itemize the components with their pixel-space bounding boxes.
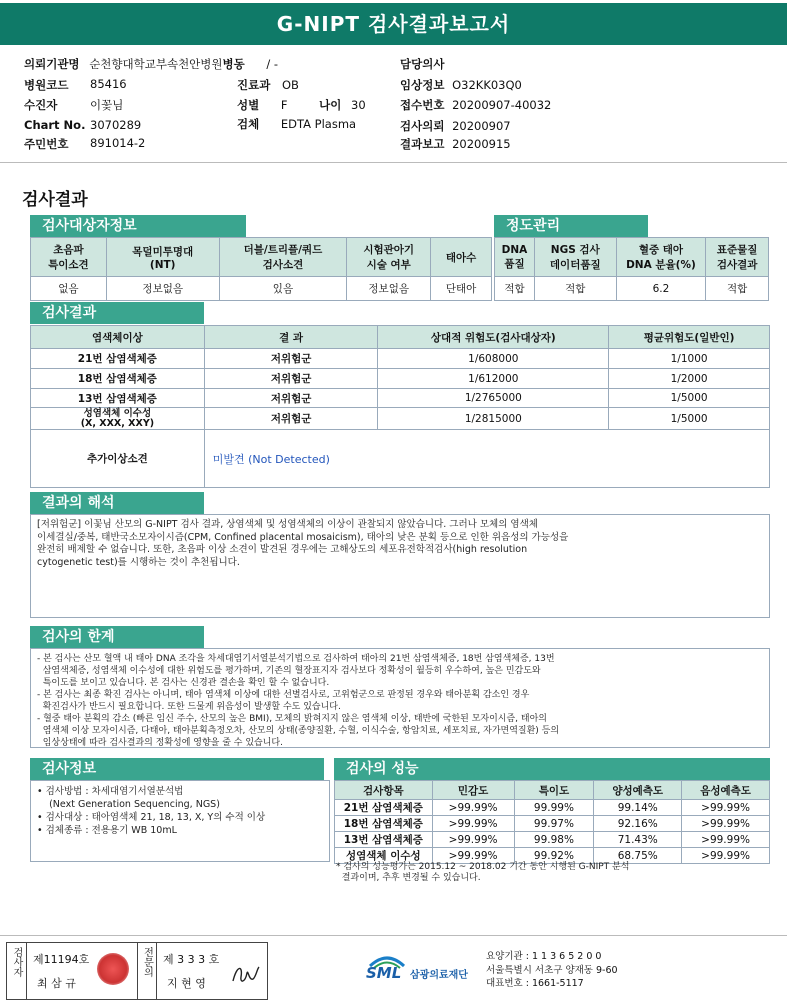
specialist-label-text: 전문의 (141, 947, 153, 977)
chart-label: Chart No. (24, 118, 86, 132)
subject-header-screening: 더블/트리플/쿼드 검사소견 (219, 238, 347, 277)
result-header-result: 결 과 (204, 326, 378, 349)
clinical-label: 임상정보 (400, 78, 445, 92)
ward-label: 병동 (222, 57, 245, 71)
receipt-label: 접수번호 (400, 98, 445, 112)
hospcode-value: 85416 (90, 77, 127, 91)
specialist-number: 제 3 3 3 호 (163, 953, 220, 966)
qc-section-header: 정도관리 (494, 215, 648, 237)
perf-cell: 13번 삼염색체증 (335, 832, 433, 848)
institution-label: 의뢰기관명 (24, 57, 80, 71)
qc-table (494, 237, 769, 301)
signature-icon (229, 959, 261, 989)
org-address: 서울특별시 서초구 양재동 9-60 (486, 964, 618, 976)
result-header-abnormality: 염색체이상 (31, 326, 205, 349)
subject-value-nt: 정보없음 (106, 277, 219, 301)
org-name: 삼광의료재단 (410, 970, 468, 981)
table-row (335, 832, 770, 848)
perf-header: 검사항목 (335, 781, 433, 800)
qc-header-ngs: NGS 검사 데이터품질 (534, 238, 616, 277)
dept-row (237, 77, 299, 93)
subject-value-fetus: 단태아 (431, 277, 492, 301)
qc-header-fraction: 혈중 태아 DNA 분율(%) (616, 238, 706, 277)
specialist-label (137, 943, 157, 999)
subject-table (30, 237, 492, 301)
interpretation-text: [저위험군] 이꽃님 산모의 G-NIPT 검사 결과, 상염색체 및 성염색체의 이상이 관찰되지 않았습니다. 그러나 모체의 염색체 이세결실/중복, 태반국소모자이시즘(CPM, Confined placental mosaicism), 태아의 낮은 분획 등으로 인한 위음성의 가능성을 완전히 배제할 수 없습니다. 또한, 초음파 이상 소견이 발견된 경우에는 고해상도의 세포유전학적검사(high resolution cytogenetic test)를 시행하는 것이 추천됩니다. (30, 514, 770, 618)
table-row (31, 389, 770, 408)
header-divider (0, 162, 787, 163)
institution-value: 순천향대학교부속천안병원 (89, 57, 223, 71)
receipt-row (400, 97, 551, 113)
qc-header-dna: DNA 품질 (495, 238, 535, 277)
result-cell: 1/5000 (609, 408, 770, 430)
table-row (335, 800, 770, 816)
qc-value-dna: 적합 (495, 277, 535, 301)
sml-logo-icon (364, 948, 410, 994)
signature-box (6, 942, 268, 1000)
result-cell: 18번 삼염색체증 (31, 369, 205, 389)
perf-cell: 99.92% (514, 848, 594, 864)
chart-value: 3070289 (90, 118, 142, 132)
subject-value-ultrasound: 없음 (31, 277, 107, 301)
sex-row (237, 97, 366, 113)
result-cell: 13번 삼염색체증 (31, 389, 205, 408)
reviewer-seal-icon (97, 953, 129, 985)
qc-value-fraction: 6.2 (616, 277, 706, 301)
perf-cell: 18번 삼염색체증 (335, 816, 433, 832)
result-cell: 1/1000 (609, 349, 770, 369)
result-table (30, 325, 770, 488)
report-banner: G-NIPT 검사결과보고서 (0, 3, 787, 45)
result-cell: 저위험군 (204, 369, 378, 389)
patient-label: 수진자 (24, 98, 58, 112)
perf-cell: >99.99% (432, 848, 514, 864)
perf-cell: 21번 삼염색체증 (335, 800, 433, 816)
patient-value: 이꽃님 (90, 98, 124, 112)
rrn-label: 주민번호 (24, 137, 69, 151)
rrn-value: 891014-2 (90, 136, 146, 150)
qc-header-standard: 표준물질 검사결과 (706, 238, 769, 277)
receipt-value: 20200907-40032 (452, 98, 552, 112)
subject-value-screening: 있음 (219, 277, 347, 301)
doctor-row (400, 56, 444, 72)
result-section-header: 검사결과 (30, 302, 204, 324)
specimen-value: EDTA Plasma (280, 117, 357, 131)
perf-cell: >99.99% (682, 848, 770, 864)
footer-divider (0, 935, 787, 936)
report-label: 결과보고 (400, 137, 445, 151)
rrn-row (24, 136, 146, 152)
perf-cell: 99.98% (514, 832, 594, 848)
doctor-label: 담당의사 (400, 57, 445, 71)
reviewer-label (7, 943, 27, 999)
perf-cell: >99.99% (432, 832, 514, 848)
perf-cell: >99.99% (682, 832, 770, 848)
specimen-row (237, 116, 356, 132)
dept-label: 진료과 (237, 78, 271, 92)
perf-cell: >99.99% (682, 800, 770, 816)
results-section-title: 검사결과 (22, 190, 88, 210)
sml-logo-text: SML (366, 964, 402, 982)
perf-cell: >99.99% (682, 816, 770, 832)
sex-label: 성별 (237, 98, 260, 112)
perf-cell: 68.75% (594, 848, 682, 864)
result-cell: 성염색체 이수성 (X, XXX, XXY) (31, 408, 205, 430)
info-text: • 검사방법 : 차세대염기서열분석법 (Next Generation Sequencing, NGS) • 검사대상 : 태아염색체 21, 18, 13, X, Y의 수적 이상 • 검체종류 : 전용용기 WB 10mL (30, 780, 330, 862)
chart-row (24, 118, 142, 132)
specimen-label: 검체 (237, 117, 260, 131)
hospcode-row (24, 77, 127, 93)
perf-cell: 성염색체 이수성 (335, 848, 433, 864)
performance-section-header: 검사의 성능 (334, 758, 770, 780)
clinical-row (400, 77, 522, 93)
result-cell: 저위험군 (204, 408, 378, 430)
table-row (31, 349, 770, 369)
perf-header: 특이도 (514, 781, 594, 800)
table-row (335, 816, 770, 832)
qc-value-standard: 적합 (706, 277, 769, 301)
interpretation-section-header: 결과의 해석 (30, 492, 204, 514)
table-row (31, 408, 770, 430)
subject-header-ultrasound: 초음파 특이소견 (31, 238, 107, 277)
result-cell: 1/608000 (378, 349, 609, 369)
patient-row (24, 97, 124, 113)
specialist-name: 지 현 영 (167, 977, 206, 990)
reviewer-label-text: 검사자 (11, 947, 22, 977)
extra-findings-value: 미발견 (Not Detected) (204, 430, 769, 488)
reviewer-number: 제11194호 (33, 953, 90, 966)
perf-cell: >99.99% (432, 800, 514, 816)
institution-row (24, 56, 278, 72)
limits-section-header: 검사의 한계 (30, 626, 204, 648)
perf-cell: 92.16% (594, 816, 682, 832)
reviewer-name: 최 삼 규 (37, 977, 76, 990)
dept-value: OB (281, 78, 299, 92)
subject-value-ivf: 정보없음 (347, 277, 431, 301)
perf-cell: 99.97% (514, 816, 594, 832)
perf-cell: 71.43% (594, 832, 682, 848)
subject-header-nt: 목덜미투명대 (NT) (106, 238, 219, 277)
report-row (400, 136, 511, 152)
limits-text: - 본 검사는 산모 혈액 내 태아 DNA 조각을 차세대염기서열분석기법으로 검사하여 태아의 21번 삼염색체증, 18번 삼염색체증, 13번 삼염색체증, 성염색체 이수성에 대한 위험도를 평가하며, 기존의 혈장표지자 검사보다 정확성이 월등히 우수하여, 높은 민감도와 특이도를 보이고 있습니다. 본 검사는 신경관 결손을 확인 할 수 없습니다. - 본 검사는 최종 확진 검사는 아니며, 태아 염색체 이상에 대한 선별검사로, 고위험군으로 판정된 경우와 태아분획 감소인 경우 확진검사가 반드시 필요합니다. 또한 드물게 위음성이 발생할 수도 있습니다. - 혈중 태아 분획의 감소 (빠른 임신 주수, 산모의 높은 BMI), 모체의 밝혀지지 않은 염색체 이상, 태반에 국한된 모자이시즘, 태아의 염색체 이상 모자이시즘, 다태아, 태아분획측정오차, 산모의 상태(종양질환, 수혈, 이식수술, 항암치료, 세포치료, 자가면역질환) 등의 임상상태에 따라 검사결과의 정확성에 영향을 줄 수 있습니다. (30, 648, 770, 748)
info-section-header: 검사정보 (30, 758, 324, 780)
table-row (31, 369, 770, 389)
perf-header: 민감도 (432, 781, 514, 800)
result-header-average-risk: 평균위험도(일반인) (609, 326, 770, 349)
performance-table (334, 780, 770, 864)
org-code: 요양기관 : 1 1 3 6 5 2 0 0 (486, 951, 602, 962)
request-label: 검사의뢰 (400, 119, 445, 133)
result-cell: 1/2765000 (378, 389, 609, 408)
result-cell: 1/5000 (609, 389, 770, 408)
report-value: 20200915 (452, 137, 511, 151)
qc-value-ngs: 적합 (534, 277, 616, 301)
subject-header-ivf: 시험관아기 시술 여부 (347, 238, 431, 277)
perf-cell: 99.14% (594, 800, 682, 816)
hospcode-label: 병원코드 (24, 78, 69, 92)
age-label: 나이 (319, 98, 342, 112)
age-value: 30 (351, 98, 366, 112)
result-cell: 1/612000 (378, 369, 609, 389)
sex-value: F (280, 98, 288, 112)
perf-header: 양성예측도 (594, 781, 682, 800)
result-cell: 저위험군 (204, 349, 378, 369)
result-cell: 저위험군 (204, 389, 378, 408)
perf-header: 음성예측도 (682, 781, 770, 800)
extra-findings-label: 추가이상소견 (31, 430, 205, 488)
performance-note: * 검사의 성능평가는 2015.12 ~ 2018.02 기간 동안 시행된 G-NIPT 분석 결과이며, 추후 변경될 수 있습니다. (336, 862, 630, 883)
subject-section-header: 검사대상자정보 (30, 215, 246, 237)
org-tel: 대표번호 : 1661-5117 (486, 978, 584, 989)
result-header-relative-risk: 상대적 위험도(검사대상자) (378, 326, 609, 349)
perf-cell: 99.99% (514, 800, 594, 816)
perf-cell: >99.99% (432, 816, 514, 832)
request-value: 20200907 (452, 119, 511, 133)
result-cell: 1/2000 (609, 369, 770, 389)
subject-header-fetus: 태아수 (431, 238, 492, 277)
result-cell: 1/2815000 (378, 408, 609, 430)
result-cell: 21번 삼염색체증 (31, 349, 205, 369)
ward-value: / - (266, 57, 279, 71)
request-row (400, 118, 511, 134)
org-info (486, 950, 618, 991)
clinical-value: O32KK03Q0 (452, 78, 522, 92)
